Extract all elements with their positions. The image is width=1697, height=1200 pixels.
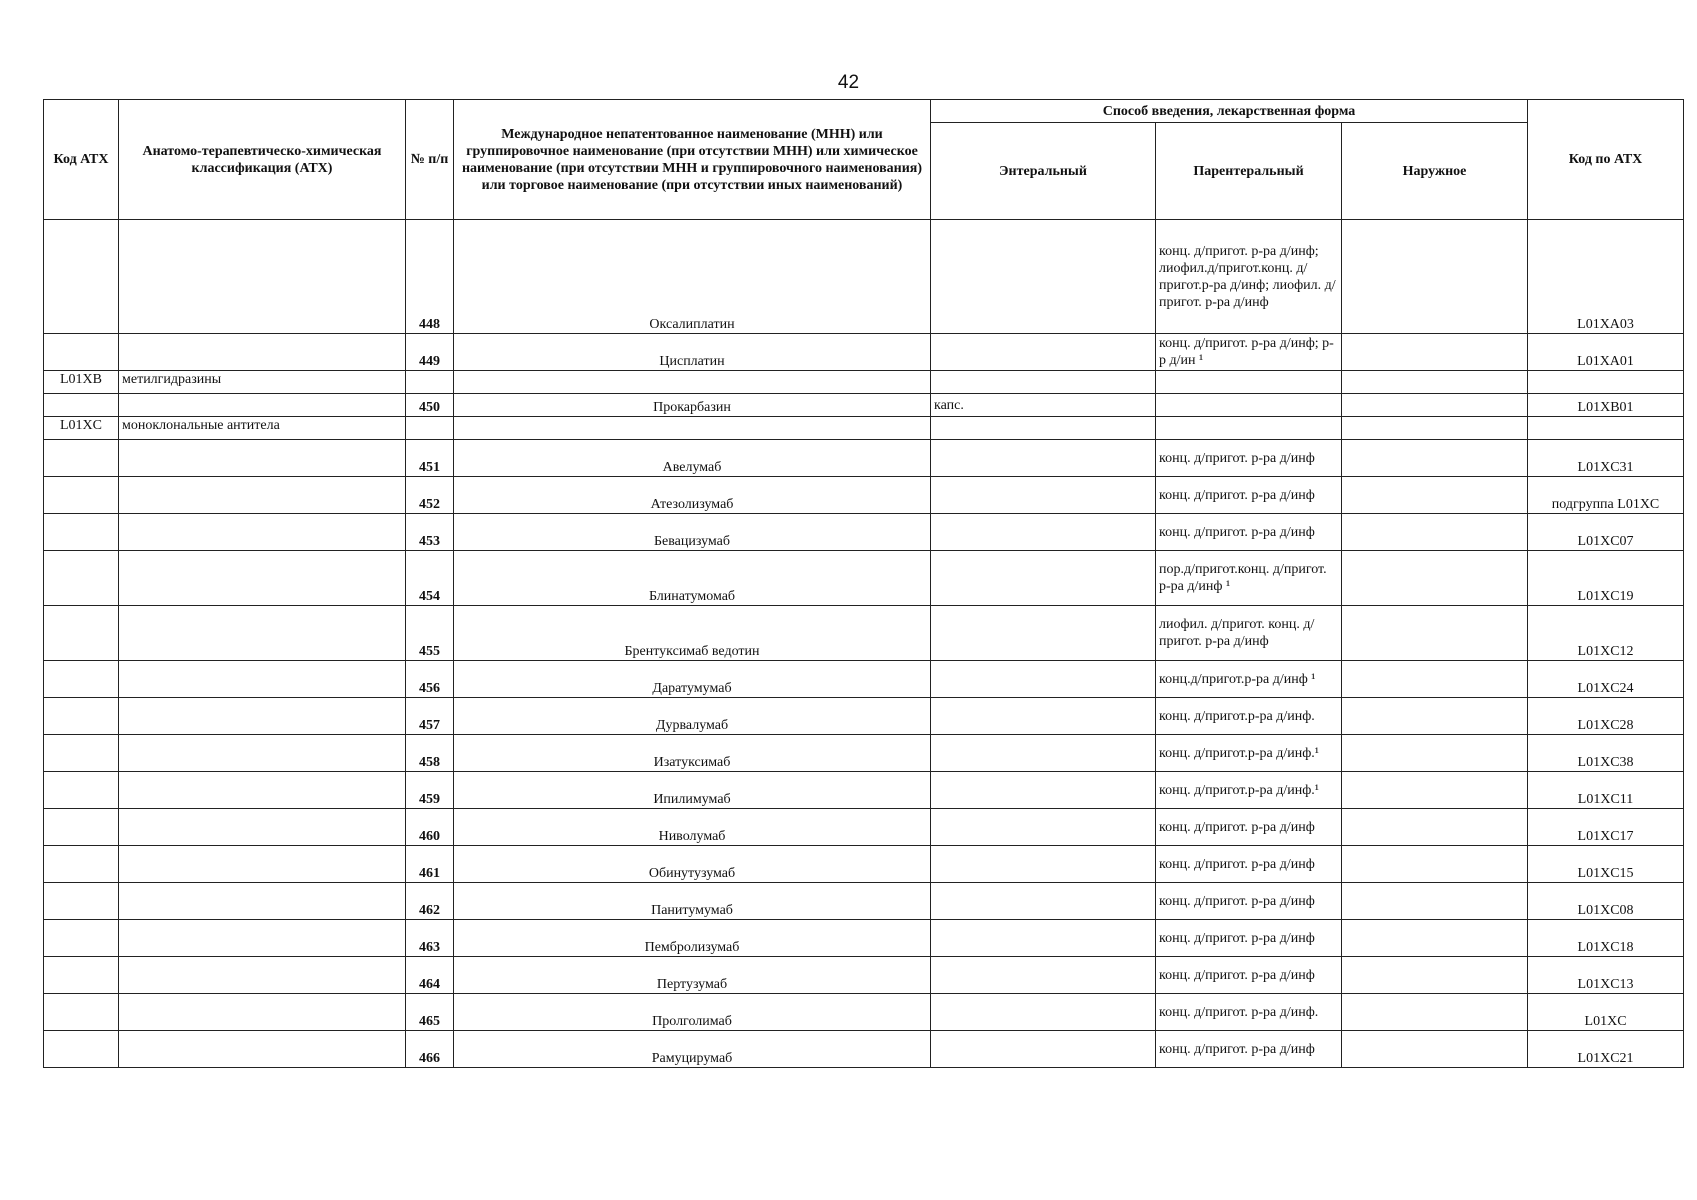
enteral-cell (931, 920, 1156, 957)
inn-cell: Дурвалумаб (454, 698, 931, 735)
atc-class-cell (119, 514, 406, 551)
header-atc-class: Анатомо-терапевтическо-химическая классификация (АТХ) (119, 100, 406, 220)
num-cell: 457 (406, 698, 454, 735)
external-cell (1342, 883, 1528, 920)
parenteral-cell: конц. д/пригот. р-ра д/инф (1156, 440, 1342, 477)
parenteral-cell: конц. д/пригот. р-ра д/инф (1156, 883, 1342, 920)
atc-class-cell (119, 846, 406, 883)
external-cell (1342, 440, 1528, 477)
parenteral-cell: конц. д/пригот. р-ра д/инф (1156, 920, 1342, 957)
atc-class-cell (119, 220, 406, 334)
table-row (44, 809, 1684, 846)
inn-cell: Пролголимаб (454, 994, 931, 1031)
inn-cell: Бевацизумаб (454, 514, 931, 551)
header-route-group: Способ введения, лекарственная форма (931, 100, 1528, 123)
inn-cell: Пембролизумаб (454, 920, 931, 957)
enteral-cell (931, 371, 1156, 394)
header-enteral: Энтеральный (931, 123, 1156, 220)
table-row (44, 220, 1684, 334)
external-cell (1342, 334, 1528, 371)
parenteral-cell: конц. д/пригот.р-ра д/инф.¹ (1156, 772, 1342, 809)
external-cell (1342, 809, 1528, 846)
atc-code2-cell: L01XC15 (1528, 846, 1684, 883)
atc-code-cell (44, 1031, 119, 1068)
enteral-cell (931, 809, 1156, 846)
header-atc-code: Код АТХ (44, 100, 119, 220)
atc-class-cell: моноклональные антитела (119, 417, 406, 440)
inn-cell: Авелумаб (454, 440, 931, 477)
num-cell (406, 371, 454, 394)
atc-code-cell (44, 661, 119, 698)
enteral-cell (931, 417, 1156, 440)
atc-code2-cell (1528, 371, 1684, 394)
atc-code-cell (44, 846, 119, 883)
enteral-cell (931, 846, 1156, 883)
num-cell: 465 (406, 994, 454, 1031)
atc-code-cell (44, 551, 119, 606)
inn-cell: Изатуксимаб (454, 735, 931, 772)
parenteral-cell: лиофил. д/пригот. конц. д/пригот. р-ра д/инф (1156, 606, 1342, 661)
header-atc-code2: Код по АТХ (1528, 100, 1684, 220)
atc-code-cell (44, 477, 119, 514)
header-num: № п/п (406, 100, 454, 220)
atc-class-cell (119, 994, 406, 1031)
atc-code2-cell: L01XC31 (1528, 440, 1684, 477)
atc-code2-cell (1528, 417, 1684, 440)
enteral-cell (931, 735, 1156, 772)
num-cell: 453 (406, 514, 454, 551)
enteral-cell (931, 994, 1156, 1031)
atc-code2-cell: L01XB01 (1528, 394, 1684, 417)
atc-code2-cell: L01XC (1528, 994, 1684, 1031)
atc-code-cell (44, 883, 119, 920)
inn-cell: Прокарбазин (454, 394, 931, 417)
enteral-cell (931, 477, 1156, 514)
num-cell: 450 (406, 394, 454, 417)
inn-cell: Ниволумаб (454, 809, 931, 846)
atc-code2-cell: L01XC12 (1528, 606, 1684, 661)
inn-cell: Даратумумаб (454, 661, 931, 698)
enteral-cell (931, 698, 1156, 735)
atc-class-cell (119, 477, 406, 514)
parenteral-cell: пор.д/пригот.конц. д/пригот. р-ра д/инф ¹ (1156, 551, 1342, 606)
atc-class-cell (119, 394, 406, 417)
atc-class-cell (119, 334, 406, 371)
group-row (44, 417, 1684, 440)
num-cell: 462 (406, 883, 454, 920)
atc-class-cell (119, 957, 406, 994)
inn-cell: Рамуцирумаб (454, 1031, 931, 1068)
atc-code2-cell: L01XC21 (1528, 1031, 1684, 1068)
num-cell: 455 (406, 606, 454, 661)
atc-class-cell (119, 606, 406, 661)
enteral-cell (931, 551, 1156, 606)
num-cell: 458 (406, 735, 454, 772)
inn-cell (454, 417, 931, 440)
atc-code-cell (44, 698, 119, 735)
num-cell: 460 (406, 809, 454, 846)
table-row (44, 551, 1684, 606)
table-row (44, 920, 1684, 957)
parenteral-cell: конц.д/пригот.р-ра д/инф ¹ (1156, 661, 1342, 698)
inn-cell: Блинатумомаб (454, 551, 931, 606)
num-cell: 449 (406, 334, 454, 371)
external-cell (1342, 551, 1528, 606)
parenteral-cell: конц. д/пригот. р-ра д/инф (1156, 477, 1342, 514)
external-cell (1342, 514, 1528, 551)
external-cell (1342, 957, 1528, 994)
atc-code-cell (44, 809, 119, 846)
atc-code2-cell: подгруппа L01XC (1528, 477, 1684, 514)
table-row (44, 514, 1684, 551)
atc-code2-cell: L01XC17 (1528, 809, 1684, 846)
parenteral-cell: конц. д/пригот.р-ра д/инф.¹ (1156, 735, 1342, 772)
atc-code2-cell: L01XC24 (1528, 661, 1684, 698)
table-row (44, 846, 1684, 883)
enteral-cell (931, 440, 1156, 477)
num-cell: 456 (406, 661, 454, 698)
atc-code-cell: L01XB (44, 371, 119, 394)
atc-code2-cell: L01XC13 (1528, 957, 1684, 994)
table-row (44, 994, 1684, 1031)
table-row (44, 394, 1684, 417)
atc-code2-cell: L01XC19 (1528, 551, 1684, 606)
inn-cell: Брентуксимаб ведотин (454, 606, 931, 661)
table-row (44, 440, 1684, 477)
atc-code2-cell: L01XC07 (1528, 514, 1684, 551)
external-cell (1342, 661, 1528, 698)
parenteral-cell: конц. д/пригот. р-ра д/инф (1156, 1031, 1342, 1068)
external-cell (1342, 371, 1528, 394)
atc-code2-cell: L01XC11 (1528, 772, 1684, 809)
inn-cell: Атезолизумаб (454, 477, 931, 514)
num-cell: 463 (406, 920, 454, 957)
external-cell (1342, 477, 1528, 514)
external-cell (1342, 735, 1528, 772)
atc-class-cell (119, 1031, 406, 1068)
atc-class-cell (119, 772, 406, 809)
parenteral-cell: конц. д/пригот. р-ра д/инф (1156, 846, 1342, 883)
header-inn: Международное непатентованное наименование (МНН) или группировочное наименование (при отсутствии МНН) или химическое наименование (при отсутствии МНН и группировочного наименования) или торговое наименование (при отсутствии иных наименований) (454, 100, 931, 220)
external-cell (1342, 698, 1528, 735)
drug-table (43, 99, 1684, 1068)
parenteral-cell (1156, 371, 1342, 394)
table-row (44, 477, 1684, 514)
atc-class-cell (119, 698, 406, 735)
atc-code-cell (44, 735, 119, 772)
atc-class-cell (119, 920, 406, 957)
atc-class-cell (119, 735, 406, 772)
inn-cell: Обинутузумаб (454, 846, 931, 883)
enteral-cell (931, 772, 1156, 809)
parenteral-cell: конц. д/пригот. р-ра д/инф (1156, 514, 1342, 551)
atc-code2-cell: L01XC38 (1528, 735, 1684, 772)
atc-code2-cell: L01XA01 (1528, 334, 1684, 371)
table-row (44, 334, 1684, 371)
table-body (44, 220, 1684, 1068)
enteral-cell (931, 220, 1156, 334)
num-cell: 451 (406, 440, 454, 477)
atc-class-cell (119, 883, 406, 920)
external-cell (1342, 772, 1528, 809)
header-parenteral: Парентеральный (1156, 123, 1342, 220)
atc-code-cell (44, 606, 119, 661)
external-cell (1342, 606, 1528, 661)
external-cell (1342, 920, 1528, 957)
enteral-cell: капс. (931, 394, 1156, 417)
table-row (44, 661, 1684, 698)
atc-code-cell (44, 994, 119, 1031)
parenteral-cell (1156, 417, 1342, 440)
enteral-cell (931, 514, 1156, 551)
atc-code-cell (44, 334, 119, 371)
atc-code-cell: L01XC (44, 417, 119, 440)
enteral-cell (931, 334, 1156, 371)
external-cell (1342, 1031, 1528, 1068)
enteral-cell (931, 606, 1156, 661)
enteral-cell (931, 661, 1156, 698)
enteral-cell (931, 1031, 1156, 1068)
table-row (44, 606, 1684, 661)
table-row (44, 698, 1684, 735)
table-row (44, 772, 1684, 809)
num-cell: 461 (406, 846, 454, 883)
parenteral-cell: конц. д/пригот. р-ра д/инф. (1156, 994, 1342, 1031)
atc-code2-cell: L01XC08 (1528, 883, 1684, 920)
num-cell: 459 (406, 772, 454, 809)
table-row (44, 735, 1684, 772)
atc-code-cell (44, 440, 119, 477)
parenteral-cell: конц. д/пригот. р-ра д/инф (1156, 809, 1342, 846)
num-cell: 466 (406, 1031, 454, 1068)
atc-code2-cell: L01XC18 (1528, 920, 1684, 957)
header-external: Наружное (1342, 123, 1528, 220)
enteral-cell (931, 957, 1156, 994)
table-row (44, 957, 1684, 994)
table-header (44, 100, 1684, 220)
atc-class-cell (119, 551, 406, 606)
num-cell: 464 (406, 957, 454, 994)
external-cell (1342, 846, 1528, 883)
inn-cell: Пертузумаб (454, 957, 931, 994)
inn-cell: Цисплатин (454, 334, 931, 371)
enteral-cell (931, 883, 1156, 920)
atc-class-cell (119, 809, 406, 846)
external-cell (1342, 994, 1528, 1031)
atc-code2-cell: L01XA03 (1528, 220, 1684, 334)
num-cell (406, 417, 454, 440)
atc-code-cell (44, 514, 119, 551)
external-cell (1342, 417, 1528, 440)
atc-class-cell (119, 661, 406, 698)
parenteral-cell: конц. д/пригот. р-ра д/инф; р-р д/ин ¹ (1156, 334, 1342, 371)
atc-code-cell (44, 957, 119, 994)
inn-cell: Панитумумаб (454, 883, 931, 920)
num-cell: 448 (406, 220, 454, 334)
atc-code2-cell: L01XC28 (1528, 698, 1684, 735)
parenteral-cell: конц. д/пригот. р-ра д/инф (1156, 957, 1342, 994)
atc-class-cell (119, 440, 406, 477)
table-row (44, 1031, 1684, 1068)
parenteral-cell: конц. д/пригот. р-ра д/инф; лиофил.д/пригот.конц. д/пригот.р-ра д/инф; лиофил. д/пригот. р-ра д/инф (1156, 220, 1342, 334)
atc-code-cell (44, 772, 119, 809)
atc-code-cell (44, 220, 119, 334)
atc-code-cell (44, 394, 119, 417)
num-cell: 452 (406, 477, 454, 514)
atc-class-cell: метилгидразины (119, 371, 406, 394)
atc-code-cell (44, 920, 119, 957)
external-cell (1342, 220, 1528, 334)
table-row (44, 883, 1684, 920)
group-row (44, 371, 1684, 394)
num-cell: 454 (406, 551, 454, 606)
page-number: 42 (837, 72, 860, 93)
inn-cell: Ипилимумаб (454, 772, 931, 809)
inn-cell (454, 371, 931, 394)
parenteral-cell: конц. д/пригот.р-ра д/инф. (1156, 698, 1342, 735)
parenteral-cell (1156, 394, 1342, 417)
external-cell (1342, 394, 1528, 417)
inn-cell: Оксалиплатин (454, 220, 931, 334)
